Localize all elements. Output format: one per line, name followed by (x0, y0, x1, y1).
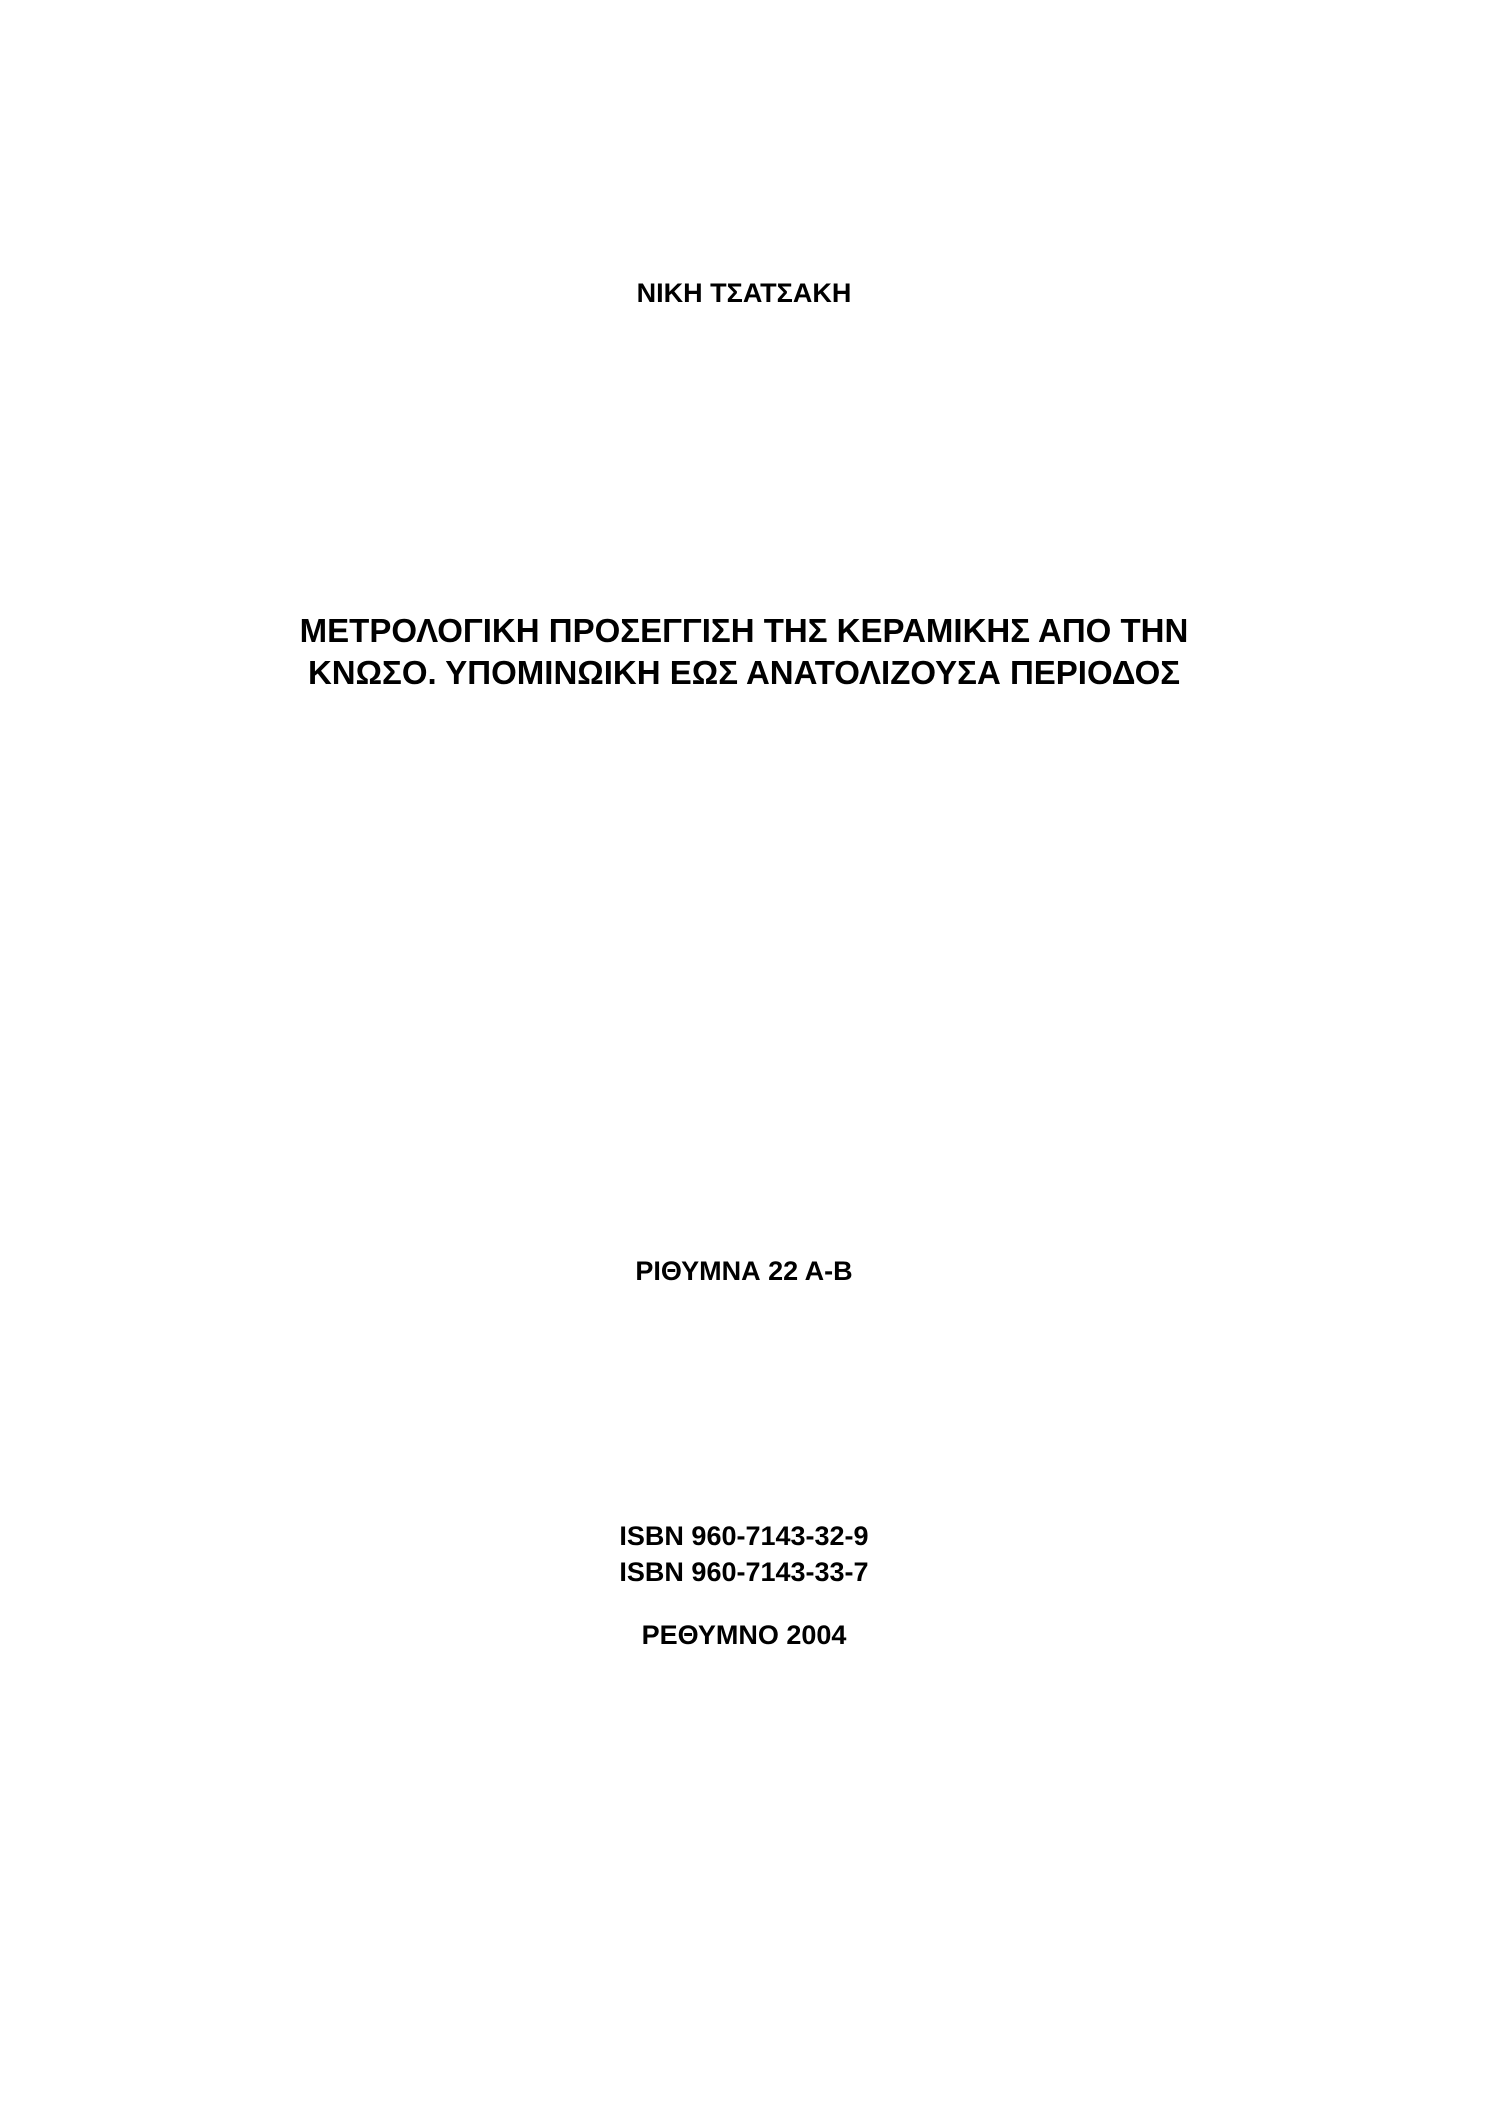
book-title-line-2: ΚΝΩΣΟ. ΥΠΟΜΙΝΩΙΚΗ ΕΩΣ ΑΝΑΤΟΛΙΖΟΥΣΑ ΠΕΡΙΟΔΟΣ (307, 654, 1181, 691)
series-name: ΡΙΘΥΜΝΑ 22 Α-Β (635, 1256, 853, 1286)
isbn-2: ISBN 960-7143-33-7 (619, 1557, 869, 1587)
isbn-block (0, 1518, 1488, 1590)
book-title (0, 610, 1488, 694)
place-year: ΡΕΘΥΜΝΟ 2004 (641, 1620, 847, 1650)
isbn-1: ISBN 960-7143-32-9 (619, 1521, 869, 1551)
book-title-line-1: ΜΕΤΡΟΛΟΓΙΚΗ ΠΡΟΣΕΓΓΙΣΗ ΤΗΣ ΚΕΡΑΜΙΚΗΣ ΑΠΟ ΤΗΝ (299, 612, 1189, 649)
author-name: ΝΙΚΗ ΤΣΑΤΣΑΚΗ (636, 278, 852, 308)
